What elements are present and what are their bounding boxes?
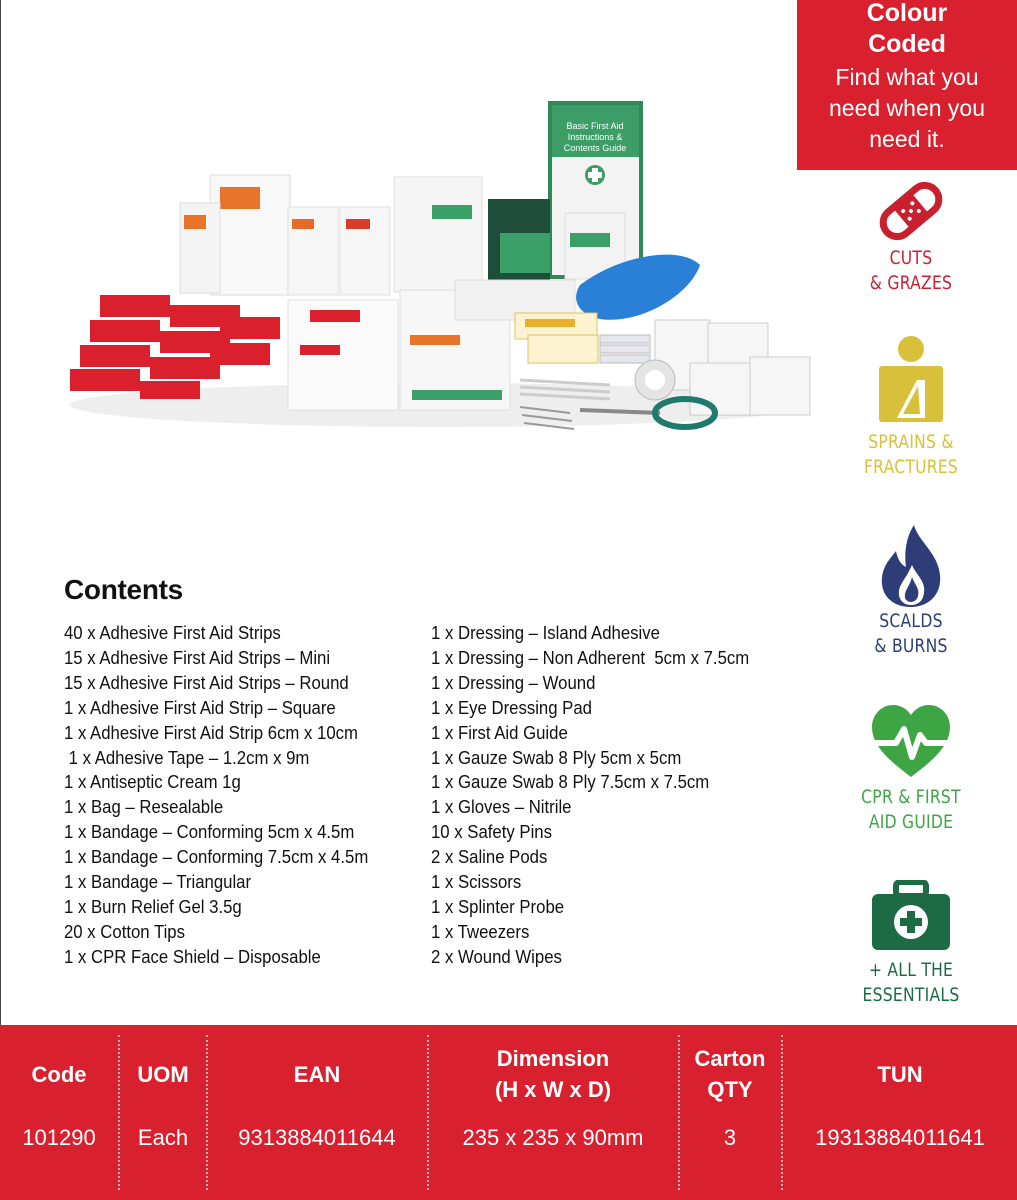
contents-item: 2 x Wound Wipes xyxy=(431,946,562,967)
colour-coded-sub-line2: need when you xyxy=(828,95,985,121)
contents-item: 1 x Antiseptic Cream 1g xyxy=(64,772,241,793)
spec-header-carton-qty xyxy=(680,1043,780,1105)
category-cuts-label-line2: & GRAZES xyxy=(869,272,953,294)
contents-item: 20 x Cotton Tips xyxy=(64,921,185,942)
guide-line1: Basic First Aid xyxy=(566,121,624,131)
bandage-icon xyxy=(871,178,951,244)
colour-coded-panel xyxy=(797,0,1017,170)
contents-item: 10 x Safety Pins xyxy=(431,822,552,843)
spec-table xyxy=(0,1025,1017,1200)
colour-coded-sub-line1: Find what you xyxy=(835,64,979,90)
colour-coded-sub-line3: need it. xyxy=(869,126,945,152)
guide-line3: Contents Guide xyxy=(563,143,627,153)
heartbeat-icon xyxy=(866,703,956,779)
colour-coded-title-line1: Colour xyxy=(866,0,948,27)
contents-list-left xyxy=(64,621,391,970)
spec-col-uom xyxy=(120,1025,206,1200)
spec-col-carton-qty xyxy=(680,1025,780,1200)
spec-col-tun xyxy=(783,1025,1017,1200)
contents-item: 2 x Saline Pods xyxy=(431,847,548,868)
category-cpr-guide xyxy=(836,703,986,835)
contents-item: 1 x Bandage – Conforming 7.5cm x 4.5m xyxy=(64,847,369,868)
category-sprains-fractures xyxy=(836,336,986,480)
contents-item: 1 x Dressing – Non Adherent 5cm x 7.5cm xyxy=(431,647,750,668)
contents-item: 1 x Bag – Resealable xyxy=(64,797,224,818)
spec-header-carton-line1: Carton xyxy=(694,1046,766,1071)
spec-value-ean: 9313884011644 xyxy=(238,1125,396,1150)
spec-header-dimension xyxy=(429,1043,677,1105)
category-sprains-label xyxy=(850,430,973,480)
spec-value-uom: Each xyxy=(137,1125,189,1150)
category-cpr-label-line2: AID GUIDE xyxy=(868,811,954,833)
contents-item: 1 x Eye Dressing Pad xyxy=(431,697,592,718)
category-cuts-label-line1: CUTS xyxy=(889,247,933,269)
colour-coded-subtitle xyxy=(797,62,1017,155)
category-sprains-label-line2: FRACTURES xyxy=(863,456,959,478)
spec-header-uom: UOM xyxy=(137,1062,189,1087)
category-essentials-label-line1: + ALL THE xyxy=(868,959,954,981)
spec-header-dimension-line2: (H x W x D) xyxy=(494,1077,612,1102)
spec-col-ean xyxy=(208,1025,426,1200)
contents-item: 1 x Burn Relief Gel 3.5g xyxy=(64,896,242,917)
category-cpr-label-line1: CPR & FIRST xyxy=(861,786,961,808)
category-cuts-grazes xyxy=(836,178,986,296)
spec-value-carton-qty: 3 xyxy=(723,1125,737,1150)
sling-icon xyxy=(873,336,949,424)
spec-value-dimension: 235 x 235 x 90mm xyxy=(462,1125,644,1150)
contents-title: Contents xyxy=(64,574,183,605)
contents-item: 1 x Adhesive Tape – 1.2cm x 9m xyxy=(64,747,310,768)
category-scalds-label-line2: & BURNS xyxy=(874,635,948,657)
spec-value-code: 101290 xyxy=(22,1125,96,1150)
contents-item: 1 x CPR Face Shield – Disposable xyxy=(64,946,321,967)
category-scalds-label-line1: SCALDS xyxy=(879,610,943,632)
contents-item: 1 x Gauze Swab 8 Ply 7.5cm x 7.5cm xyxy=(431,772,710,793)
category-essentials xyxy=(836,880,986,1008)
spec-header-dimension-line1: Dimension xyxy=(496,1046,610,1071)
contents-item: 1 x Bandage – Conforming 5cm x 4.5m xyxy=(64,822,355,843)
contents-item: 1 x Adhesive First Aid Strip 6cm x 10cm xyxy=(64,722,358,743)
category-scalds-burns xyxy=(836,523,986,659)
contents-item: 1 x Dressing – Wound xyxy=(431,672,596,693)
contents-item: 1 x Dressing – Island Adhesive xyxy=(431,623,660,643)
first-aid-kit-icon xyxy=(870,880,952,952)
category-cuts-grazes-label xyxy=(850,246,973,296)
colour-coded-title xyxy=(797,0,1017,60)
contents-item: 15 x Adhesive First Aid Strips – Mini xyxy=(64,647,331,668)
contents-item: 1 x Gloves – Nitrile xyxy=(431,797,572,818)
spec-header-code: Code xyxy=(31,1062,87,1087)
contents-item: 1 x Adhesive First Aid Strip – Square xyxy=(64,697,336,718)
category-essentials-label xyxy=(850,958,973,1008)
guide-line2: Instructions & xyxy=(567,132,623,142)
spec-header-ean: EAN xyxy=(293,1062,341,1087)
category-sprains-label-line1: SPRAINS & xyxy=(868,431,954,453)
contents-list-right xyxy=(431,621,773,970)
contents-item: 1 x Splinter Probe xyxy=(431,896,565,917)
flame-icon xyxy=(876,523,946,607)
contents-item: 1 x Gauze Swab 8 Ply 5cm x 5cm xyxy=(431,747,682,768)
contents-item: 40 x Adhesive First Aid Strips xyxy=(64,623,281,643)
page-left-border xyxy=(0,0,1,1025)
spec-col-code xyxy=(0,1025,118,1200)
spec-header-carton-line2: QTY xyxy=(707,1077,753,1102)
contents-item: 1 x Bandage – Triangular xyxy=(64,872,252,893)
colour-coded-title-line2: Coded xyxy=(868,30,946,58)
first-aid-kit-contents-image xyxy=(60,95,820,440)
category-essentials-label-line2: ESSENTIALS xyxy=(862,984,960,1006)
category-cpr-label xyxy=(850,785,973,835)
contents-item: 1 x Scissors xyxy=(431,872,522,893)
spec-col-dimension xyxy=(429,1025,677,1200)
spec-value-tun: 19313884011641 xyxy=(815,1125,985,1150)
spec-header-tun: TUN xyxy=(877,1062,923,1087)
contents-item: 15 x Adhesive First Aid Strips – Round xyxy=(64,672,349,693)
contents-item: 1 x First Aid Guide xyxy=(431,722,568,743)
category-scalds-label xyxy=(850,609,973,659)
contents-item: 1 x Tweezers xyxy=(431,921,530,942)
